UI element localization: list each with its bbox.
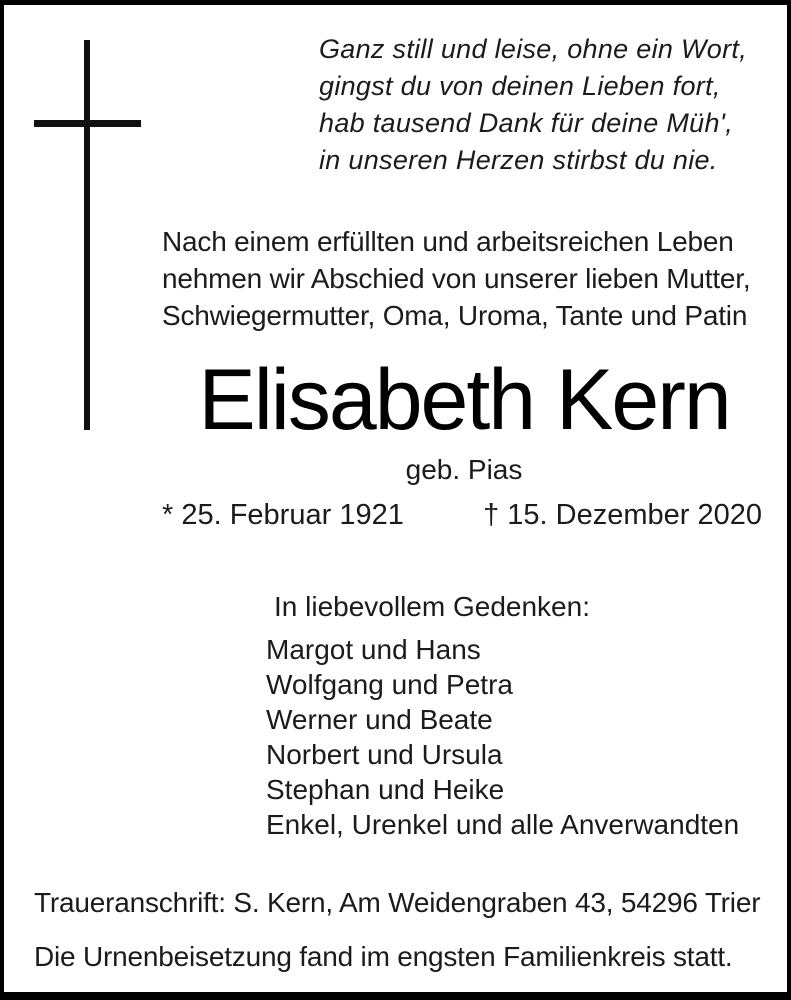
maiden-name: geb. Pias	[405, 454, 523, 485]
mourning-address: Traueranschrift: S. Kern, Am Weidengraben 43, 54296 Trier	[34, 887, 761, 918]
poem-line: in unseren Herzen stirbst du nie.	[319, 145, 718, 175]
remembrance-heading: In liebevollem Gedenken:	[274, 591, 590, 622]
mourners-list	[266, 632, 739, 842]
cross-vertical-bar	[84, 40, 90, 430]
mourner-line: Norbert und Ursula	[266, 739, 503, 770]
birth-date: * 25. Februar 1921	[162, 499, 404, 531]
deceased-name: Elisabeth Kern	[198, 352, 730, 448]
mourner-line: Wolfgang und Petra	[266, 669, 513, 700]
life-dates	[162, 499, 762, 532]
poem-line: hab tausend Dank für deine Müh',	[319, 108, 734, 138]
cross-horizontal-bar	[34, 120, 141, 127]
poem-line: Ganz still und leise, ohne ein Wort,	[319, 34, 748, 64]
mourner-line: Margot und Hans	[266, 634, 481, 665]
burial-note: Die Urnenbeisetzung fand im engsten Familienkreis statt.	[34, 941, 733, 972]
intro-line: Nach einem erfüllten und arbeitsreichen Leben	[162, 226, 734, 257]
poem-line: gingst du von deinen Lieben fort,	[319, 71, 721, 101]
intro-line: nehmen wir Abschied von unserer lieben Mutter,	[162, 263, 751, 294]
death-date: † 15. Dezember 2020	[483, 499, 762, 531]
mourner-line: Enkel, Urenkel und alle Anverwandten	[266, 809, 740, 840]
mourner-line: Stephan und Heike	[266, 774, 505, 805]
intro-paragraph	[162, 223, 750, 334]
intro-line: Schwiegermutter, Oma, Uroma, Tante und Patin	[162, 300, 748, 331]
mourner-line: Werner und Beate	[266, 704, 493, 735]
memorial-poem	[319, 31, 747, 179]
